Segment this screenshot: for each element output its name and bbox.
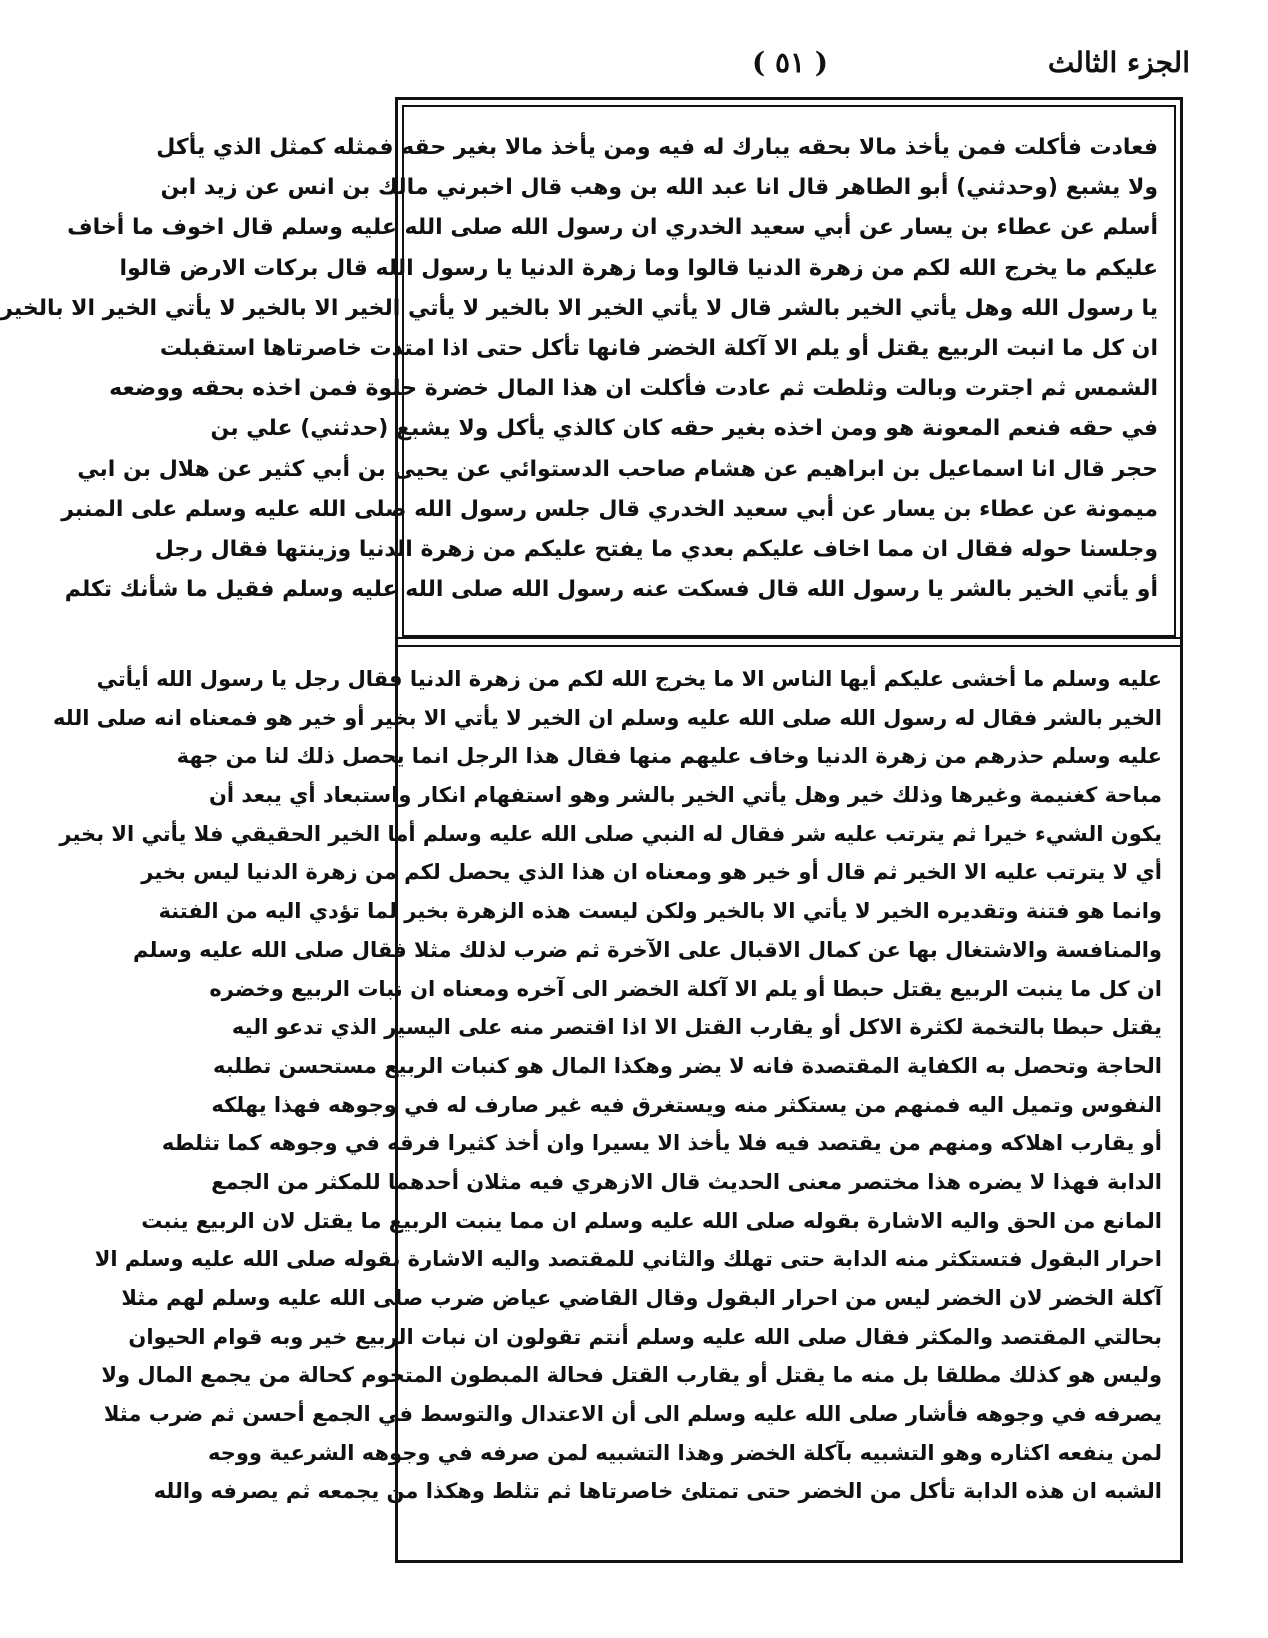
text-line: ان كل ما ينبت الربيع يقتل حبطا أو يلم الا آكلة الخضر الى آخره ومعناه ان نبات الربيع وخضره — [209, 976, 1162, 1001]
page-header — [390, 46, 1190, 96]
text-line: ولا يشبع (وحدثني) أبو الطاهر قال انا عبد الله بن وهب قال اخبرني مالك بن انس عن زيد ابن — [160, 175, 1158, 201]
commentary-text-block — [53, 660, 1162, 1555]
text-line — [420, 1511, 1162, 1550]
volume-label: الجزء الثالث — [1047, 46, 1190, 79]
text-line: عليه وسلم حذرهم من زهرة الدنيا وخاف عليهم منها فقال هذا الرجل انما يحصل ذلك لنا من جهة — [176, 744, 1162, 769]
text-line: مباحة كغنيمة وغيرها وذلك خير وهل يأتي الخير بالشر وهو استفهام انكار واستبعاد أي يبعد أن — [208, 783, 1162, 808]
text-line: آكلة الخضر لان الخضر ليس من احرار البقول وقال القاضي عياض ضرب صلى الله عليه وسلم لهم مثلا — [121, 1286, 1162, 1310]
text-line: يقتل حبطا بالتخمة لكثرة الاكل أو يقارب القتل الا اذا اقتصر منه على اليسير الذي تدعو اليه — [231, 1015, 1162, 1040]
text-line: عليه وسلم ما أخشى عليكم أيها الناس الا ما يخرج الله لكم من زهرة الدنيا فقال رجل يا رسول الله أيأتي — [96, 667, 1162, 691]
text-line: فعادت فأكلت فمن يأخذ مالا بحقه يبارك له فيه ومن يأخذ مالا بغير حقه فمثله كمثل الذي يأكل — [156, 135, 1158, 160]
text-line: يا رسول الله وهل يأتي الخير بالشر قال لا يأتي الخير الا بالخير لا يأتي الخير الا بالخير لا يأتي الخير الا بالخير — [0, 295, 1158, 321]
text-line: حجر قال انا اسماعيل بن ابراهيم عن هشام صاحب الدستوائي عن يحيى بن أبي كثير عن هلال بن ابي — [77, 456, 1158, 482]
text-line: أسلم عن عطاء بن يسار عن أبي سعيد الخدري ان رسول الله صلى الله عليه وسلم قال اخوف ما أخاف — [67, 215, 1158, 241]
text-line: ان كل ما انبت الربيع يقتل أو يلم الا آكلة الخضر فانها تأكل حتى اذا امتدت خاصرتاها استقبلت — [159, 335, 1158, 361]
text-line: يكون الشيء خيرا ثم يترتب عليه شر فقال له النبي صلى الله عليه وسلم أما الخير الحقيقي فلا يأتي الا بخير — [59, 821, 1162, 846]
text-line: ميمونة عن عطاء بن يسار عن أبي سعيد الخدري قال جلس رسول الله صلى الله عليه وسلم على المنبر — [61, 496, 1158, 522]
text-line: الشبه ان هذه الدابة تأكل من الخضر حتى تمتلئ خاصرتاها ثم تثلط وهكذا من يجمعه ثم يصرفه والله — [153, 1479, 1162, 1504]
text-line: وليس هو كذلك مطلقا بل منه ما يقتل أو يقارب القتل فحالة المبطون المتخوم كحالة من يجمع المال ولا — [101, 1363, 1162, 1388]
text-line: الدابة فهذا لا يضره هذا مختصر معنى الحديث قال الازهري فيه مثلان أحدهما للمكثر من الجمع — [211, 1169, 1162, 1194]
section-divider — [395, 637, 1183, 647]
text-line: الشمس ثم اجترت وبالت وثلطت ثم عادت فأكلت ان هذا المال خضرة حلوة فمن اخذه بحقه ووضعه — [109, 376, 1158, 402]
text-line: في حقه فنعم المعونة هو ومن اخذه بغير حقه كان كالذي يأكل ولا يشبع (حدثني) علي بن — [210, 416, 1158, 442]
text-line: أو يأتي الخير بالشر يا رسول الله قال فسكت عنه رسول الله صلى الله عليه وسلم فقيل ما شأنك تكلم — [64, 577, 1158, 603]
text-line: المانع من الحق واليه الاشارة بقوله صلى الله عليه وسلم ان مما ينبت الربيع ما يقتل لان الربيع ينبت — [141, 1208, 1162, 1233]
text-line: وجلسنا حوله فقال ان مما اخاف عليكم بعدي ما يفتح عليكم من زهرة الدنيا وزينتها فقال رجل — [154, 536, 1158, 562]
text-line: أي لا يترتب عليه الا الخير ثم قال أو خير هو ومعناه ان هذا الذي يحصل لكم من زهرة الدنيا ليس بخير — [141, 860, 1162, 885]
page-number: ( ٥١ ) — [751, 46, 829, 79]
text-line: احرار البقول فتستكثر منه الدابة حتى تهلك والثاني للمقتصد واليه الاشارة بقوله صلى الله عليه وسلم الا — [94, 1247, 1162, 1272]
text-line: الحاجة وتحصل به الكفاية المقتصدة فانه لا يضر وهكذا المال هو كنبات الربيع مستحسن تطلبه — [213, 1053, 1162, 1078]
text-line: وانما هو فتنة وتقديره الخير لا يأتي الا بالخير ولكن ليست هذه الزهرة بخير لما تؤدي اليه من الفتنة — [158, 899, 1162, 924]
text-line: والمنافسة والاشتغال بها عن كمال الاقبال على الآخرة ثم ضرب لذلك مثلا فقال صلى الله عليه وسلم — [133, 937, 1162, 962]
text-line: يصرفه في وجوهه فأشار صلى الله عليه وسلم الى أن الاعتدال والتوسط في الجمع أحسن ثم ضرب مثلا — [103, 1402, 1162, 1427]
text-line: عليكم ما يخرج الله لكم من زهرة الدنيا قالوا وما زهرة الدنيا يا رسول الله قال بركات الارض قالوا — [119, 255, 1158, 281]
text-line: النفوس وتميل اليه فمنهم من يستكثر منه ويستغرق فيه غير صارف له في وجوهه فهذا يهلكه — [211, 1092, 1162, 1117]
hadith-text-block — [0, 128, 1158, 628]
text-line: بحالتي المقتصد والمكثر فقال صلى الله عليه وسلم أنتم تقولون ان نبات الربيع خير وبه قوام الحيوان — [128, 1324, 1162, 1349]
text-line: أو يقارب اهلاكه ومنهم من يقتصد فيه فلا يأخذ الا يسيرا وان أخذ كثيرا فرقه في وجوهه كما تثلطه — [161, 1131, 1162, 1156]
text-line: لمن ينفعه اكثاره وهو التشبيه بآكلة الخضر وهذا التشبيه لمن صرفه في وجوهه الشرعية ووجه — [207, 1440, 1162, 1465]
text-line: الخير بالشر فقال له رسول الله صلى الله عليه وسلم ان الخير لا يأتي الا بخير أو خير هو فمعناه انه صلى الله — [53, 705, 1162, 730]
